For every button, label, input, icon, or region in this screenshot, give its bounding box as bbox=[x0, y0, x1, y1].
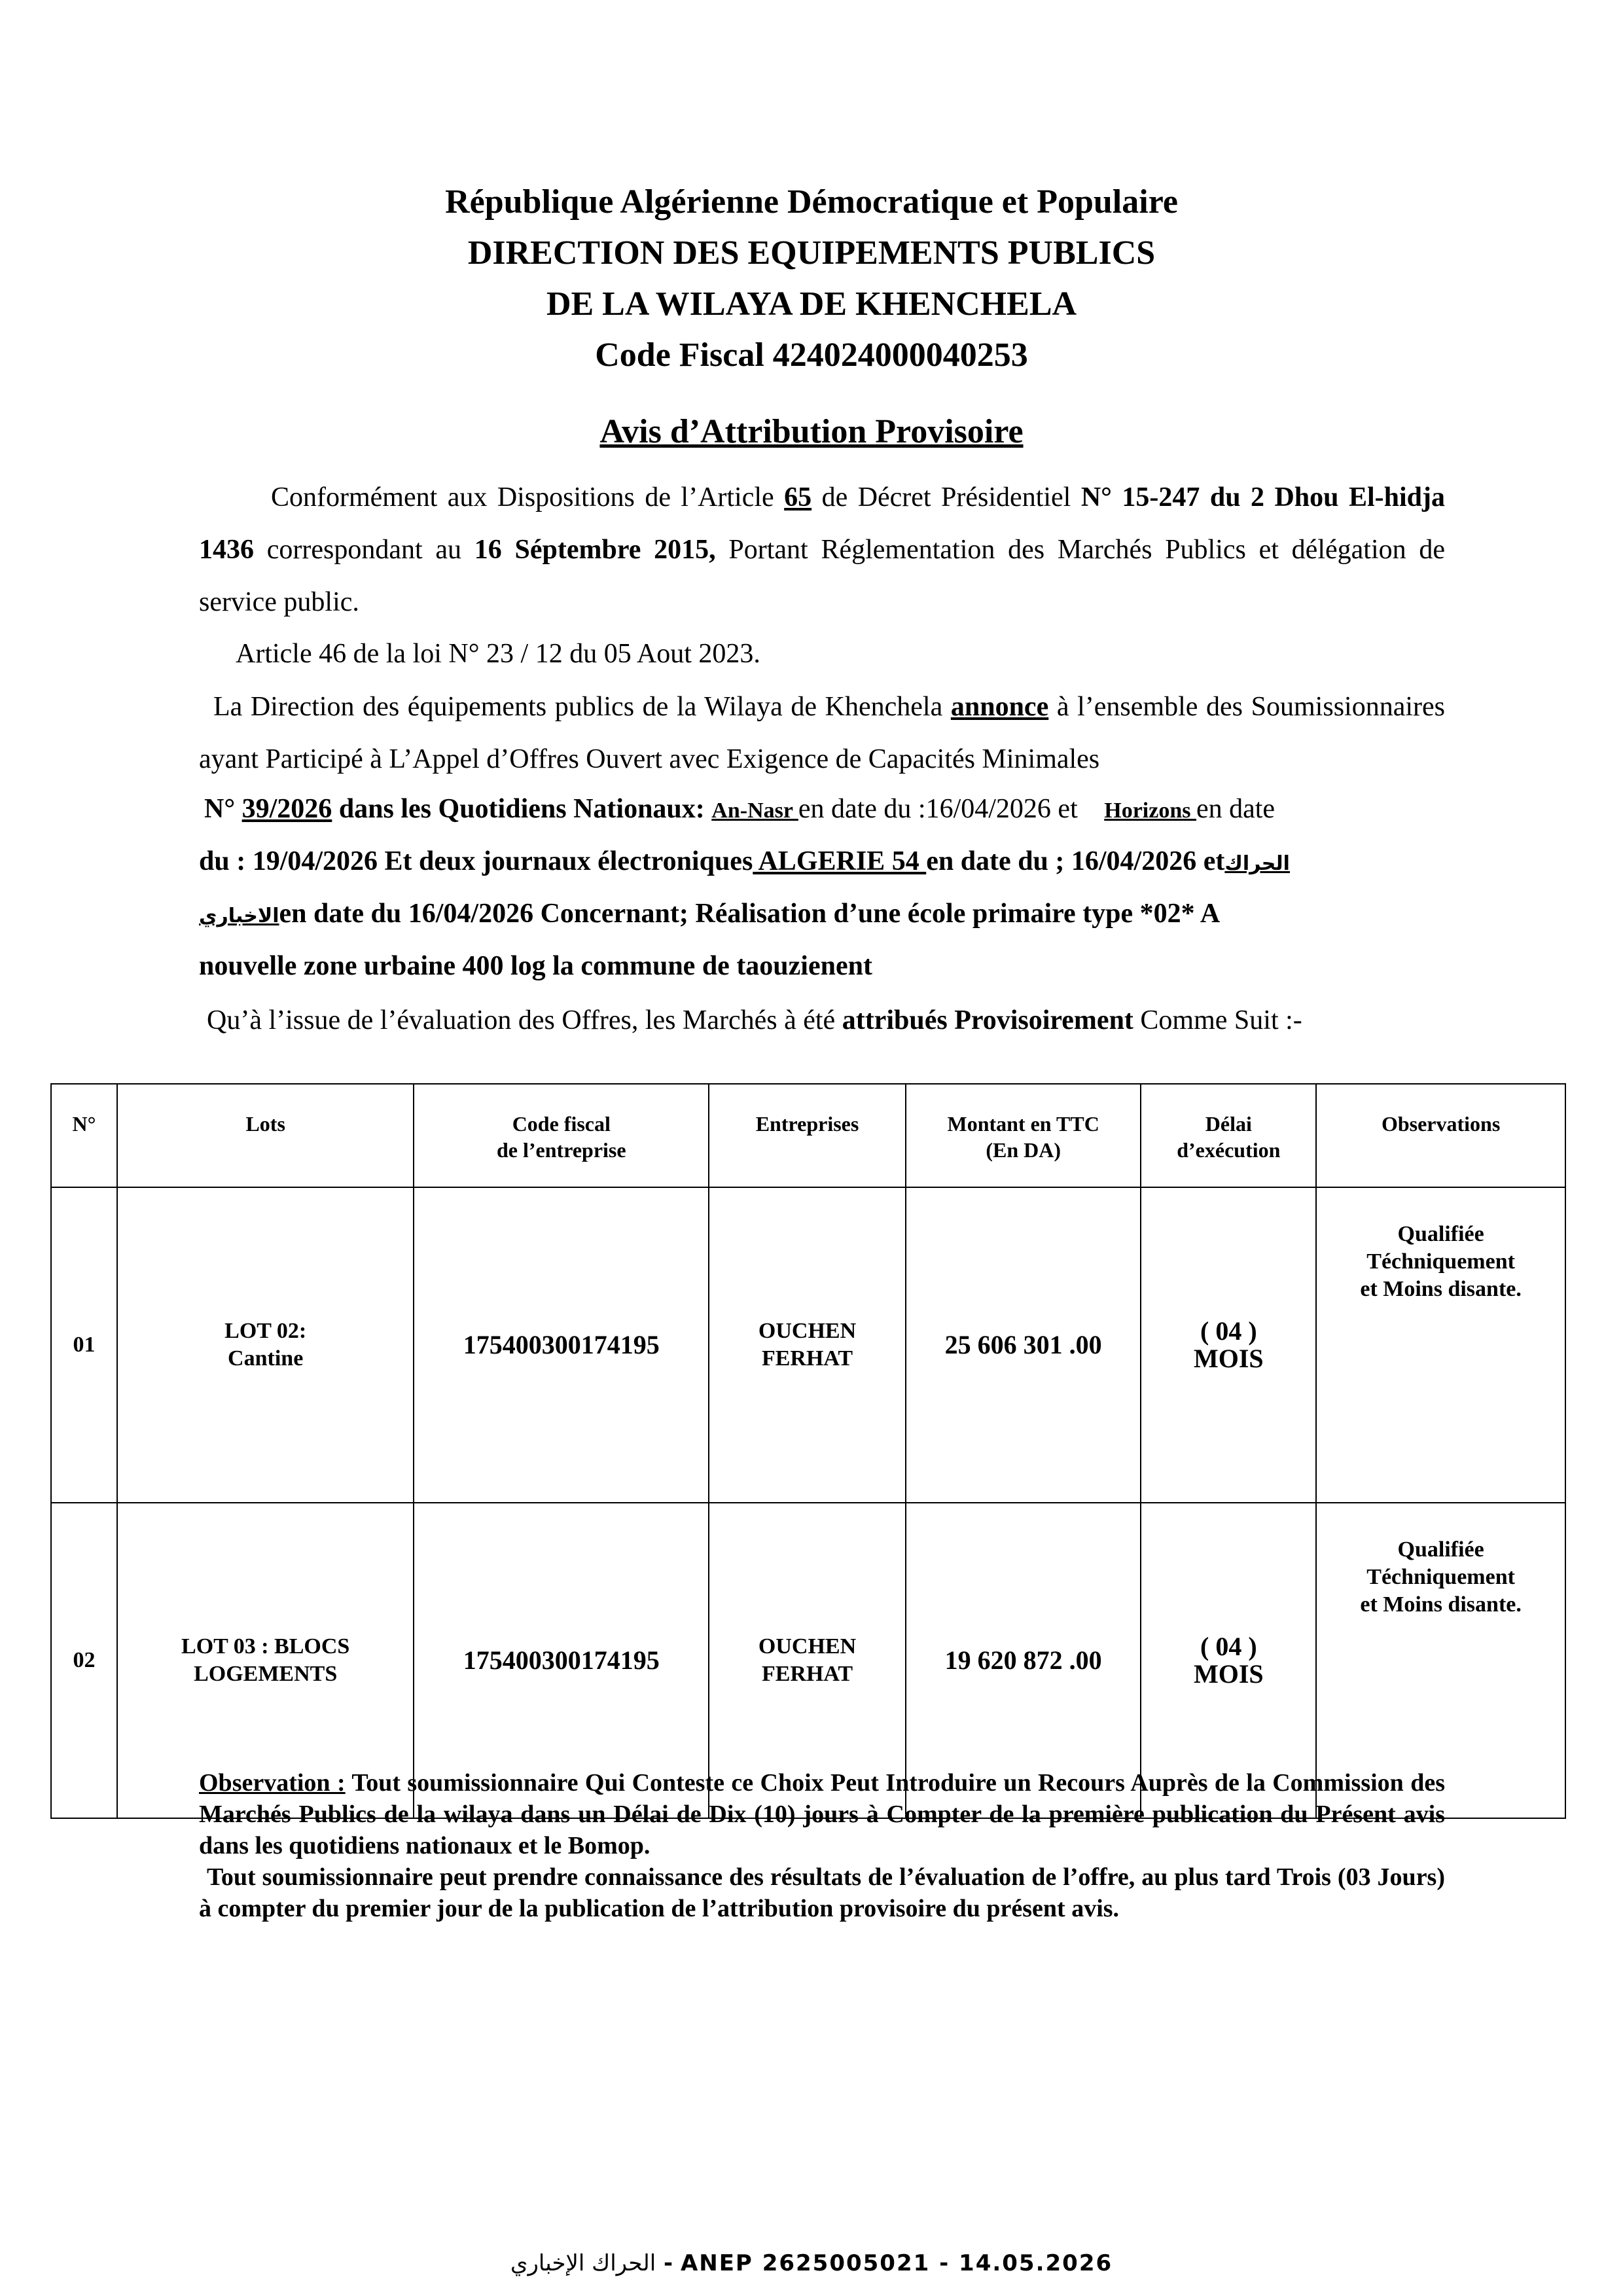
footer-reference bbox=[0, 2250, 1623, 2276]
row-lot: LOT 03 : BLOCS LOGEMENTS bbox=[117, 1503, 414, 1818]
row-montant: 25 606 301 .00 bbox=[906, 1187, 1141, 1503]
header-delai: Délai d’exécution bbox=[1141, 1084, 1316, 1187]
tender-number: 39/2026 bbox=[241, 794, 332, 824]
header-republic: République Algérienne Démocratique et Populaire bbox=[445, 183, 1178, 221]
row-code-fiscal: 175400300174195 bbox=[414, 1187, 709, 1503]
intro-paragraph-8: Qu’à l’issue de l’évaluation des Offres, les Marchés à été attribués Provisoirement Comme Suit :- bbox=[207, 1005, 1302, 1035]
header-code-fiscal: Code fiscal de l’entreprise bbox=[414, 1084, 709, 1187]
attribution-table bbox=[50, 1083, 1566, 1819]
header-observations: Observations bbox=[1316, 1084, 1565, 1187]
row-observation: Qualifiée Téchniquement et Moins disante. bbox=[1316, 1187, 1565, 1503]
header-lots: Lots bbox=[117, 1084, 414, 1187]
row-entreprise: OUCHEN FERHAT bbox=[709, 1503, 906, 1818]
header-montant: Montant en TTC (En DA) bbox=[906, 1084, 1141, 1187]
observation-label: Observation : bbox=[199, 1769, 346, 1797]
intro-paragraph-4: N° 39/2026 dans les Quotidiens Nationaux: An-Nasr en date du :16/04/2026 et Horizons en date bbox=[204, 794, 1275, 824]
row-num: 02 bbox=[51, 1503, 117, 1818]
intro-paragraph-2: Article 46 de la loi N° 23 / 12 du 05 Aout 2023. bbox=[236, 639, 760, 669]
newspaper-elhirak-part2: الاخباري bbox=[199, 905, 279, 927]
row-entreprise: OUCHEN FERHAT bbox=[709, 1187, 906, 1503]
row-delai: ( 04 ) MOIS bbox=[1141, 1187, 1316, 1503]
decree-number: N° 15-247 du 2 Dhou El-hidja 1436 bbox=[199, 482, 1446, 565]
announce-word: annonce bbox=[950, 692, 1049, 722]
newspaper-horizons: Horizons bbox=[1104, 798, 1196, 823]
row-montant: 19 620 872 .00 bbox=[906, 1503, 1141, 1818]
intro-paragraph-5: du : 19/04/2026 Et deux journaux électroniques ALGERIE 54 en date du ; 16/04/2026 etالحراك bbox=[199, 846, 1290, 876]
observation-paragraph-2: Tout soumissionnaire peut prendre connaissance des résultats de l’évaluation de l’offre, au plus tard Trois (03 Jours) à compter du premier jour de la publication de l’attribution provisoire du présent avis. bbox=[199, 1863, 1445, 1922]
observation-block bbox=[199, 1767, 1445, 1924]
footer-anep: - ANEP 2625005021 - 14.05.2026 bbox=[656, 2250, 1113, 2276]
intro-paragraph-6: الاخباريen date du 16/04/2026 Concernant; Réalisation d’une école primaire type *02* A bbox=[199, 899, 1221, 929]
row-observation: Qualifiée Téchniquement et Moins disante. bbox=[1316, 1503, 1565, 1818]
row-lot: LOT 02: Cantine bbox=[117, 1187, 414, 1503]
intro-paragraph-3: La Direction des équipements publics de la Wilaya de Khenchela annonce à l’ensemble des Soumissionnaires ayant Participé à L’Appel d’Offres Ouvert avec Exigence de Capacités Minimales bbox=[199, 692, 1445, 774]
intro-paragraph-7: nouvelle zone urbaine 400 log la commune de taouzienent bbox=[199, 951, 872, 981]
newspaper-elhirak-part1: الحراك bbox=[1224, 852, 1290, 875]
footer-newspaper: الحراك الإخباري bbox=[510, 2250, 656, 2276]
newspaper-algerie54: ALGERIE 54 bbox=[753, 846, 927, 876]
row-delai: ( 04 ) MOIS bbox=[1141, 1503, 1316, 1818]
header-num: N° bbox=[51, 1084, 117, 1187]
header-entreprises: Entreprises bbox=[709, 1084, 906, 1187]
document-header bbox=[0, 177, 1623, 381]
observation-paragraph-1: Observation : Tout soumissionnaire Qui Conteste ce Choix Peut Introduire un Recours Auprès de la Commission des Marchés Publics de la wilaya dans un Délai de Dix (10) jours à Compter de la première publication du Présent avis dans les quotidiens nationaux et le Bomop. bbox=[199, 1769, 1445, 1859]
table-header-row bbox=[51, 1084, 1565, 1187]
intro-paragraph-1: Conformément aux Dispositions de l’Article 65 de Décret Présidentiel N° 15-247 du 2 Dhou El-hidja 1436 correspondant au 16 Séptembre 2015, Portant Réglementation des Marchés Publics et délégation de service public. bbox=[199, 482, 1446, 617]
article-number: 65 bbox=[784, 482, 812, 512]
row-code-fiscal: 175400300174195 bbox=[414, 1503, 709, 1818]
document-title: Avis d’Attribution Provisoire bbox=[599, 413, 1024, 450]
header-wilaya: DE LA WILAYA DE KHENCHELA bbox=[546, 285, 1077, 323]
newspaper-annasr: An-Nasr bbox=[711, 798, 798, 823]
header-code-fiscal: Code Fiscal 424024000040253 bbox=[595, 336, 1028, 374]
header-direction: DIRECTION DES EQUIPEMENTS PUBLICS bbox=[467, 234, 1156, 272]
decree-date: 16 Séptembre 2015, bbox=[474, 535, 716, 565]
table-row bbox=[51, 1187, 1565, 1503]
row-num: 01 bbox=[51, 1187, 117, 1503]
